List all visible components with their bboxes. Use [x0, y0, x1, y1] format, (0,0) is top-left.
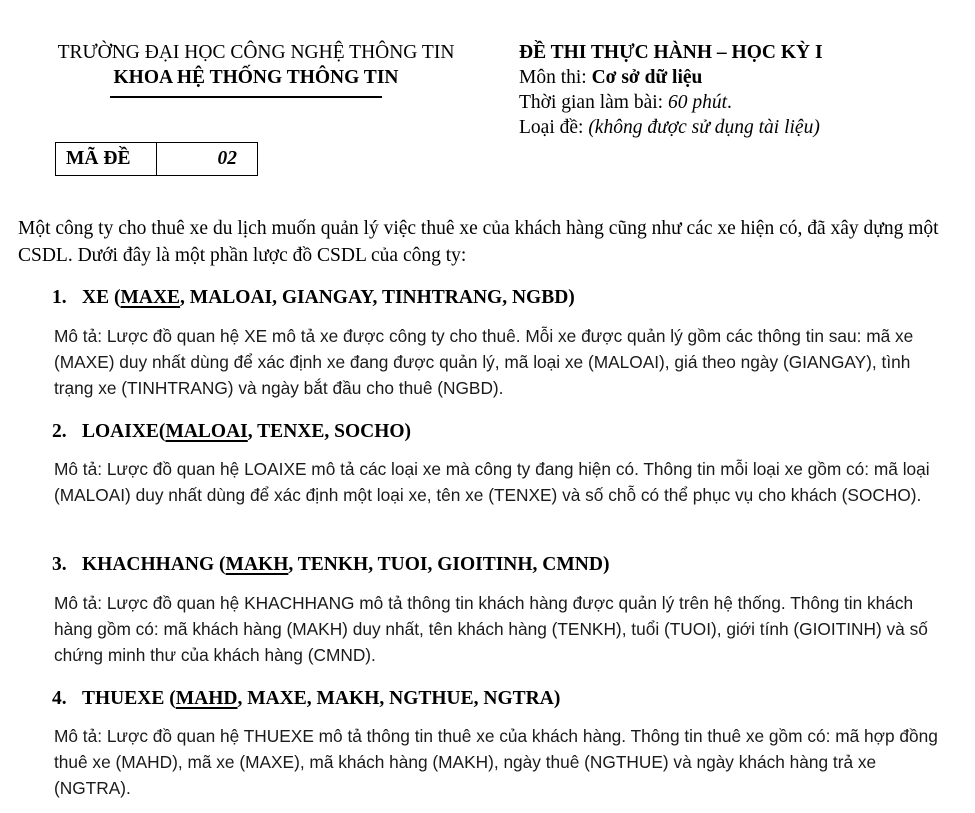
university-name: TRƯỜNG ĐẠI HỌC CÔNG NGHỆ THÔNG TIN — [57, 42, 455, 63]
faculty-name: KHOA HỆ THỐNG THÔNG TIN — [113, 67, 399, 88]
table-description-khachhang: Mô tả: Lược đồ quan hệ KHACHHANG mô tả thông tin khách hàng được quản lý trên hệ thống. Thông tin khách hàng gồm có: mã khách hàng (MAKH) duy nhất, tên khách hàng (TENKH), tuổi (TUOI), giới tính (GIOITINH) và số chứng minh thư của khách hàng (CMND). — [54, 593, 928, 665]
faculty-underline — [110, 96, 382, 98]
exam-subject — [519, 66, 702, 90]
table-description-thuexe: Mô tả: Lược đồ quan hệ THUEXE mô tả thông tin thuê xe của khách hàng. Thông tin thuê xe gồm có: mã hợp đồng thuê xe (MAHD), mã xe (MAXE), mã khách hàng (MAKH), ngày thuê (NGTHUE) và ngày khách hàng trả xe (NGTRA). — [54, 726, 938, 798]
exam-code-value: 02 — [217, 148, 237, 169]
table-description-loaixe: Mô tả: Lược đồ quan hệ LOAIXE mô tả các loại xe mà công ty đang hiện có. Thông tin mỗi loại xe gồm có: mã loại (MALOAI) duy nhất dùng để xác định một loại xe, tên xe (TENXE) và số chỗ có thể phục vụ cho khách (SOCHO). — [54, 459, 930, 505]
exam-duration — [519, 91, 732, 115]
duration-end: . — [727, 92, 732, 113]
primary-key: MAXE — [120, 287, 181, 308]
table-name: KHACHHANG ( — [82, 554, 226, 575]
type-label: Loại đề: — [519, 117, 584, 138]
primary-key: MAHD — [175, 688, 238, 709]
primary-key: MAKH — [225, 554, 289, 575]
table-heading-thuexe — [52, 687, 560, 711]
duration-value: 60 phút — [667, 92, 727, 113]
table-heading-khachhang — [52, 553, 609, 577]
table-attributes: , MAXE, MAKH, NGTHUE, NGTRA) — [237, 688, 561, 709]
table-attributes: , TENXE, SOCHO) — [247, 421, 412, 442]
subject-label: Môn thi: — [519, 67, 587, 88]
subject-value: Cơ sở dữ liệu — [591, 67, 703, 88]
exam-title: ĐỀ THI THỰC HÀNH – HỌC KỲ I — [519, 42, 823, 63]
exam-code-label: MÃ ĐỀ — [56, 143, 157, 175]
intro-paragraph: Một công ty cho thuê xe du lịch muốn quản lý việc thuê xe của khách hàng cũng như các xe hiện có, đã xây dựng một CSDL. Dưới đây là một phần lược đồ CSDL của công ty: — [18, 218, 939, 266]
table-name: THUEXE ( — [82, 688, 176, 709]
table-number: 1. — [52, 287, 67, 308]
table-attributes: , MALOAI, GIANGAY, TINHTRANG, NGBD) — [180, 287, 575, 308]
table-number: 3. — [52, 554, 67, 575]
table-heading-loaixe — [52, 420, 411, 444]
duration-label: Thời gian làm bài: — [519, 92, 664, 113]
table-name: LOAIXE( — [82, 421, 166, 442]
table-name: XE ( — [82, 287, 121, 308]
primary-key: MALOAI — [165, 421, 248, 442]
exam-code-box — [55, 142, 258, 176]
exam-type — [519, 116, 820, 140]
type-value: (không được sử dụng tài liệu) — [588, 117, 820, 138]
table-heading-xe — [52, 286, 575, 310]
table-description-xe: Mô tả: Lược đồ quan hệ XE mô tả xe được công ty cho thuê. Mỗi xe được quản lý gồm các thông tin sau: mã xe (MAXE) duy nhất dùng để xác định xe đang được quản lý, mã loại xe (MALOAI), giá theo ngày (GIANGAY), tình trạng xe (TINHTRANG) và ngày bắt đầu cho thuê (NGBD). — [54, 326, 914, 398]
table-attributes: , TENKH, TUOI, GIOITINH, CMND) — [288, 554, 610, 575]
table-number: 4. — [52, 688, 67, 709]
table-number: 2. — [52, 421, 67, 442]
